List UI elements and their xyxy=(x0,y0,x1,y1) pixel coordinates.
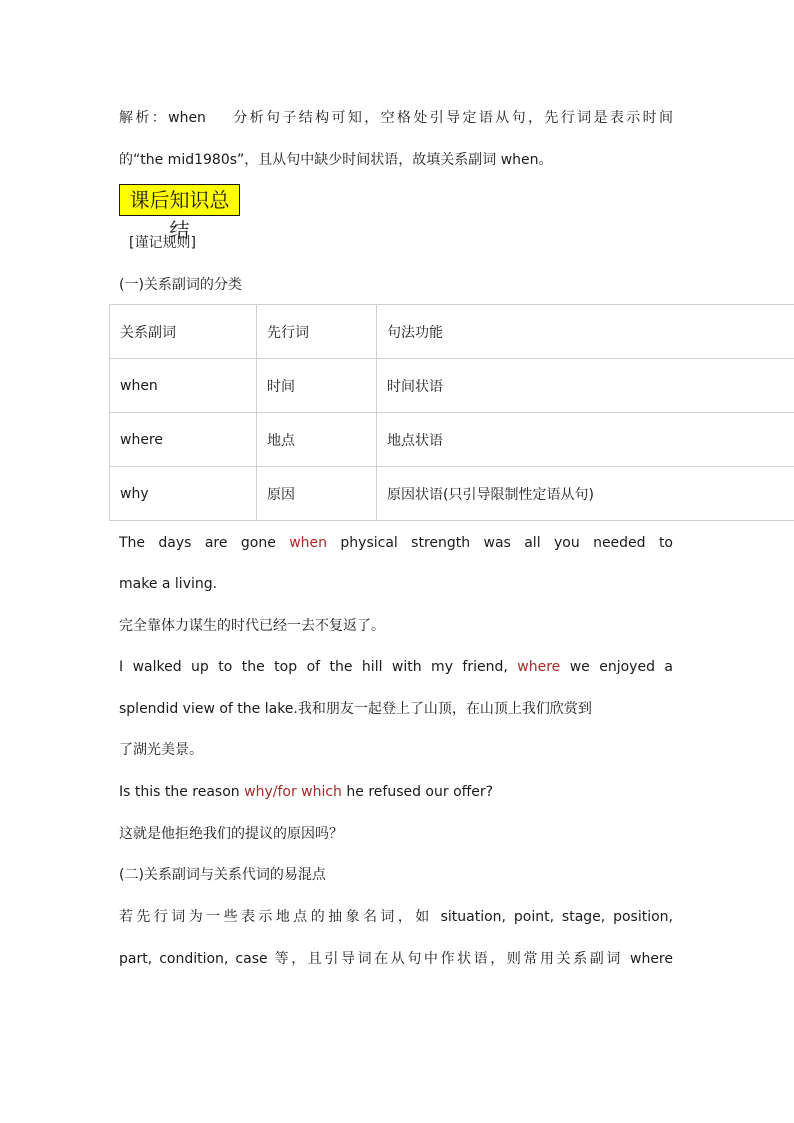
relative-adverb-table xyxy=(109,304,794,521)
example-text: he refused our offer? xyxy=(341,784,494,800)
example1-line-2: make a living. xyxy=(119,576,218,592)
table-cell: where xyxy=(110,413,257,467)
analysis-answer: when xyxy=(168,110,206,126)
table-header-cell: 关系副词 xyxy=(110,305,257,359)
example-text: I walked up to the top of the hill with my friend, xyxy=(119,659,518,675)
summary-heading: 课后知识总结 xyxy=(119,184,240,216)
example-text: physical strength was all you needed to xyxy=(327,535,673,551)
analysis-line-1 xyxy=(119,108,673,128)
rules-label: [谨记规则] xyxy=(129,235,196,251)
table-row xyxy=(110,359,794,413)
analysis-explanation: 分析句子结构可知，空格处引导定语从句，先行词是表示时间 xyxy=(233,110,673,126)
table-cell: 时间 xyxy=(257,359,377,413)
highlighted-adverb: where xyxy=(517,659,561,675)
table-cell: 地点状语 xyxy=(377,413,794,467)
table-cell: 原因状语(只引导限制性定语从句) xyxy=(377,467,794,521)
table-row xyxy=(110,467,794,521)
analysis-label: 解析： xyxy=(119,110,169,126)
example2-line-1 xyxy=(119,657,673,677)
table-cell: why xyxy=(110,467,257,521)
example1-line-1 xyxy=(119,533,673,553)
table-row xyxy=(110,413,794,467)
paragraph-line-1: 若先行词为一些表示地点的抽象名词，如 situation, point, stage, position, xyxy=(119,909,673,925)
example3-line-1 xyxy=(119,782,493,802)
example2-line-2: splendid view of the lake.我和朋友一起登上了山顶，在山顶上我们欣赏到 xyxy=(119,701,592,717)
example1-translation: 完全靠体力谋生的时代已经一去不复返了。 xyxy=(119,618,385,634)
example2-line-3: 了湖光美景。 xyxy=(119,742,203,758)
example-text: Is this the reason xyxy=(119,784,245,800)
table-header-cell: 句法功能 xyxy=(377,305,794,359)
example-text: we enjoyed a xyxy=(560,659,673,675)
highlighted-adverb: when xyxy=(289,535,328,551)
table-cell: 时间状语 xyxy=(377,359,794,413)
example-text: The days are gone xyxy=(119,535,290,551)
table-cell: 地点 xyxy=(257,413,377,467)
section-title-classification: (一)关系副词的分类 xyxy=(119,277,242,293)
table-cell: when xyxy=(110,359,257,413)
table-header-cell: 先行词 xyxy=(257,305,377,359)
example3-translation: 这就是他拒绝我们的提议的原因吗？ xyxy=(119,826,343,842)
highlighted-adverb: why/for which xyxy=(244,784,342,800)
paragraph-line-2: part, condition, case 等，且引导词在从句中作状语，则常用关系副词 where xyxy=(119,951,673,967)
section-title-confusion: (二)关系副词与关系代词的易混点 xyxy=(119,867,326,883)
analysis-line-2: 的“the mid1980s”，且从句中缺少时间状语，故填关系副词 when。 xyxy=(119,152,553,168)
table-header-row xyxy=(110,305,794,359)
table-cell: 原因 xyxy=(257,467,377,521)
